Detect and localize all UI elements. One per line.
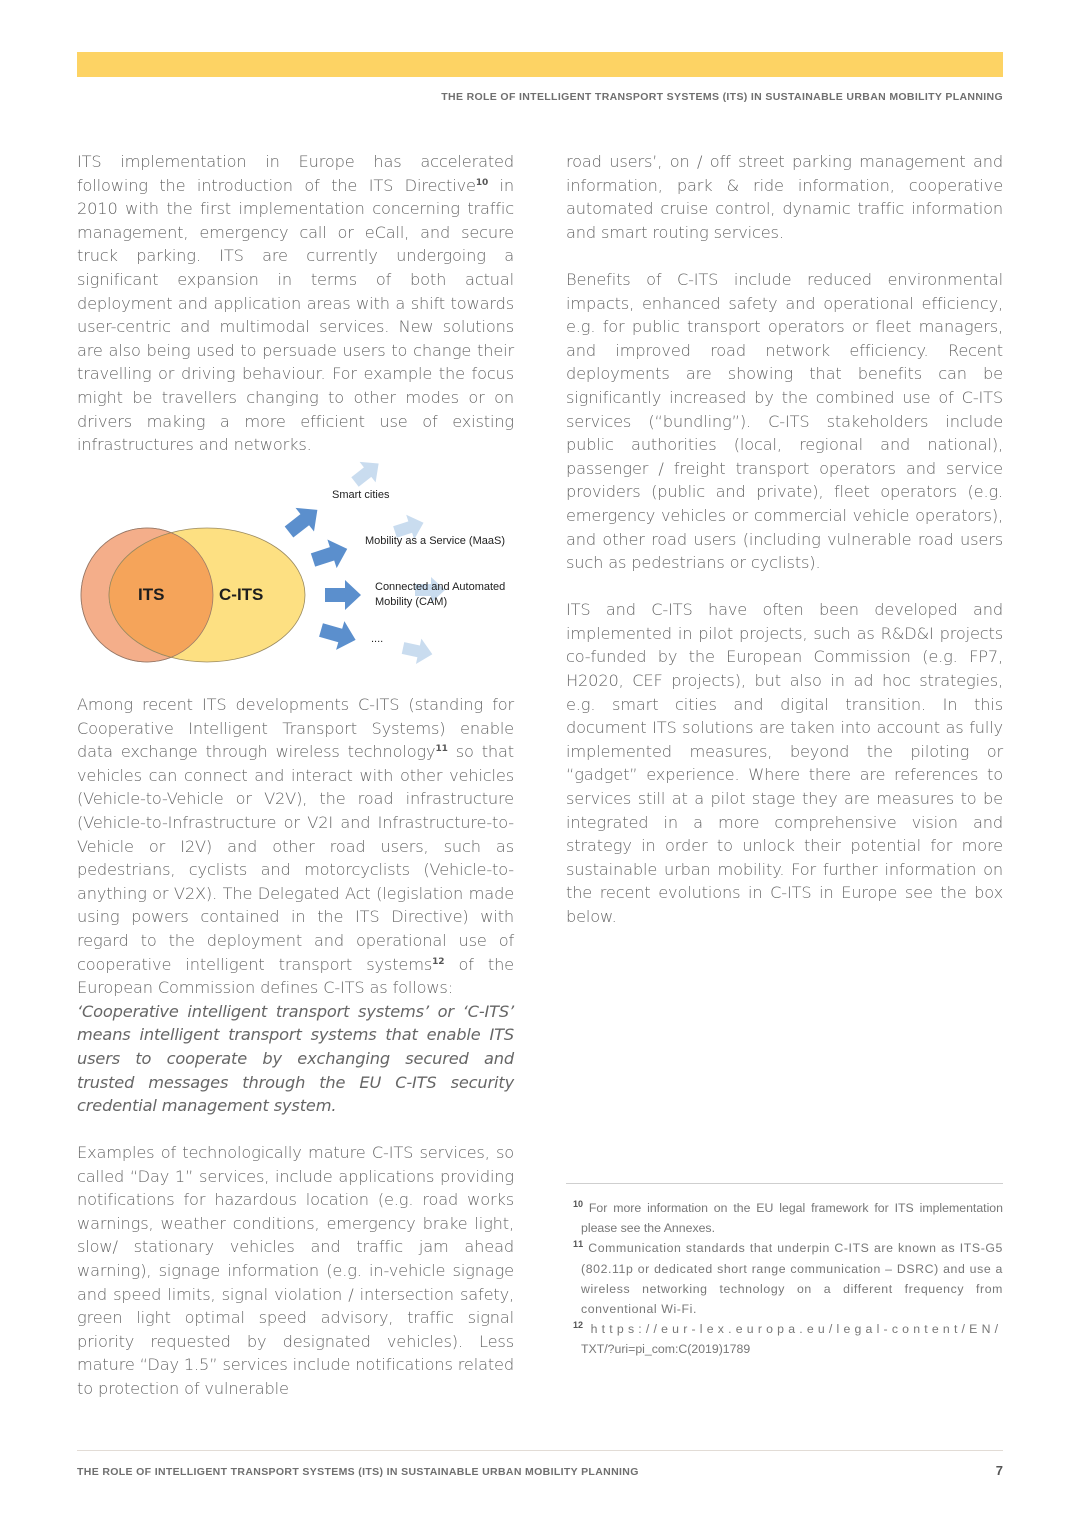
header-color-bar [77, 52, 1003, 77]
footnote-12-link-cont[interactable]: TXT/?uri=pi_com:C(2019)1789 [581, 1342, 751, 1357]
running-header-title: THE ROLE OF INTELLIGENT TRANSPORT SYSTEMS (ITS) IN SUSTAINABLE URBAN MOBILITY PLANNING [441, 91, 1003, 103]
footnote-10: $^{10}$ For more information on the EU legal framework for ITS implementation please see the Annexes. [573, 1199, 1003, 1236]
paragraph-road-users: road users’, on / off street parking management and information, park & ride information, cooperative automated cruise control, dynamic traffic information and smart routing services. [566, 152, 1003, 242]
footnote-12: $^{12}$ https://eur-lex.europa.eu/legal-content/EN/ TXT/?uri=pi_com:C(2019)1789 [573, 1320, 1003, 1357]
cits-definition-quote: ‘Cooperative intelligent transport systems’ or ‘C-ITS’ means intelligent transport systems that enable ITS users to cooperate by exchanging secured and trusted messages through the EU C-ITS security credential management system. [77, 1001, 514, 1116]
its-cits-venn-diagram [77, 440, 537, 680]
footnote-divider [566, 1183, 1003, 1184]
footnote-ref-10[interactable]: 10 [475, 177, 489, 188]
venn-label-its: ITS [138, 585, 165, 604]
right-column [566, 150, 1003, 929]
paragraph-day1-services: Examples of technologically mature C-ITS services, so called “Day 1” services, include applications providing notifications for hazardous location (e.g. road works warnings, weather conditions, emergency brake light, slow/ stationary vehicles and traffic jam ahead warning), signage information (e.g. in-vehicle signage and speed limits, signal violation / intersection safety, green light optimal speed advisory, traffic signal priority requested by designated vehicles). Less mature “Day 1.5” services include notifications related to protection of vulnerable [77, 1143, 514, 1398]
paragraph-pilot-projects: ITS and C-ITS have often been developed and implemented in pilot projects, such as R&D&I projects co-funded by the European Commission (e.g. FP7, H2020, CEF projects), but also in ad hoc strategies, e.g. smart cities and digital transition. In this document ITS solutions are taken into account as fully implemented measures, beyond the piloting or “gadget” experience. Where there are references to services still at a pilot stage they are measures to be integrated in a more comprehensive vision and strategy in order to unlock their potential for more sustainable urban mobility. For further information on the recent evolutions in C-ITS in Europe see the box below. [566, 600, 1003, 926]
footer-divider [77, 1450, 1003, 1451]
footer-title: THE ROLE OF INTELLIGENT TRANSPORT SYSTEMS (ITS) IN SUSTAINABLE URBAN MOBILITY PLANNING [77, 1466, 639, 1478]
footnote-12-link[interactable]: https://eur-lex.europa.eu/legal-content/EN/ [583, 1322, 1003, 1337]
faded-arrow-icons [347, 453, 448, 667]
venn-arrows-graphic [77, 440, 537, 680]
footnotes [573, 1198, 1003, 1360]
venn-label-cits: C-ITS [219, 585, 264, 604]
left-column-intro [77, 150, 514, 457]
paragraph-its-implementation: ITS implementation in Europe has accelerated following the introduction of the ITS Directive$^{10}$ in 2010 with the first implementation concerning traffic management, emergency call or eCall, and secure truck parking. ITS are currently undergoing a significant expansion in terms of both actual deployment and application areas with a shift towards user-centric and multimodal services. New solutions are also being used to persuade users to change their travelling or driving behaviour. For example the focus might be travellers changing to other modes or on drivers making a more efficient use of existing infrastructures and networks. [77, 152, 514, 455]
left-column-cits [77, 693, 514, 1118]
footnote-ref-12[interactable]: 12 [432, 956, 445, 967]
footnote-ref-11[interactable]: 11 [435, 744, 448, 755]
output-label-cam-line1: Connected and Automated [375, 581, 506, 593]
output-label-ellipsis: .... [371, 633, 384, 645]
output-label-cam-line2: Mobility (CAM) [375, 596, 448, 608]
footnote-11: $^{11}$ Communication standards that underpin C-ITS are known as ITS-G5 (802.11p or dedicated short range communication – DSRC) and use a wireless networking technology on a different frequency from conventional Wi-Fi. [573, 1239, 1003, 1317]
paragraph-cits-developments: Among recent ITS developments C-ITS (standing for Cooperative Intelligent Transport Systems) enable data exchange through wireless technology$^{11}$ so that vehicles can connect and interact with other vehicles (Vehicle-to-Vehicle or V2V), the road infrastructure (Vehicle-to-Infrastructure or V2I and Infrastructure-to-Vehicle or I2V) and other road users, such as pedestrians, cyclists and motorcyclists (Vehicle-to-anything or V2X). The Delegated Act (legislation made using powers contained in the ITS Directive) with regard to the deployment and operational use of cooperative intelligent transport systems$^{12}$ of the European Commission defines C-ITS as follows: [77, 695, 514, 998]
left-column-examples [77, 1141, 514, 1401]
output-label-maas: Mobility as a Service (MaaS) [365, 535, 505, 547]
output-label-smart-cities: Smart cities [332, 489, 390, 501]
page-number: 7 [995, 1463, 1003, 1478]
paragraph-benefits: Benefits of C-ITS include reduced environmental impacts, enhanced safety and operational efficiency, e.g. for public transport operators or fleet managers, and improved road network efficiency. Recent deployments are showing that benefits can be significantly increased by the combined use of C-ITS services (“bundling”). C-ITS stakeholders include public authorities (local, regional and national), passenger / freight transport operators and service providers (public and private), fleet operators (e.g. emergency vehicles or commercial vehicle operators), and other road users (including vulnerable road users such as pedestrians or cyclists). [566, 269, 1003, 573]
